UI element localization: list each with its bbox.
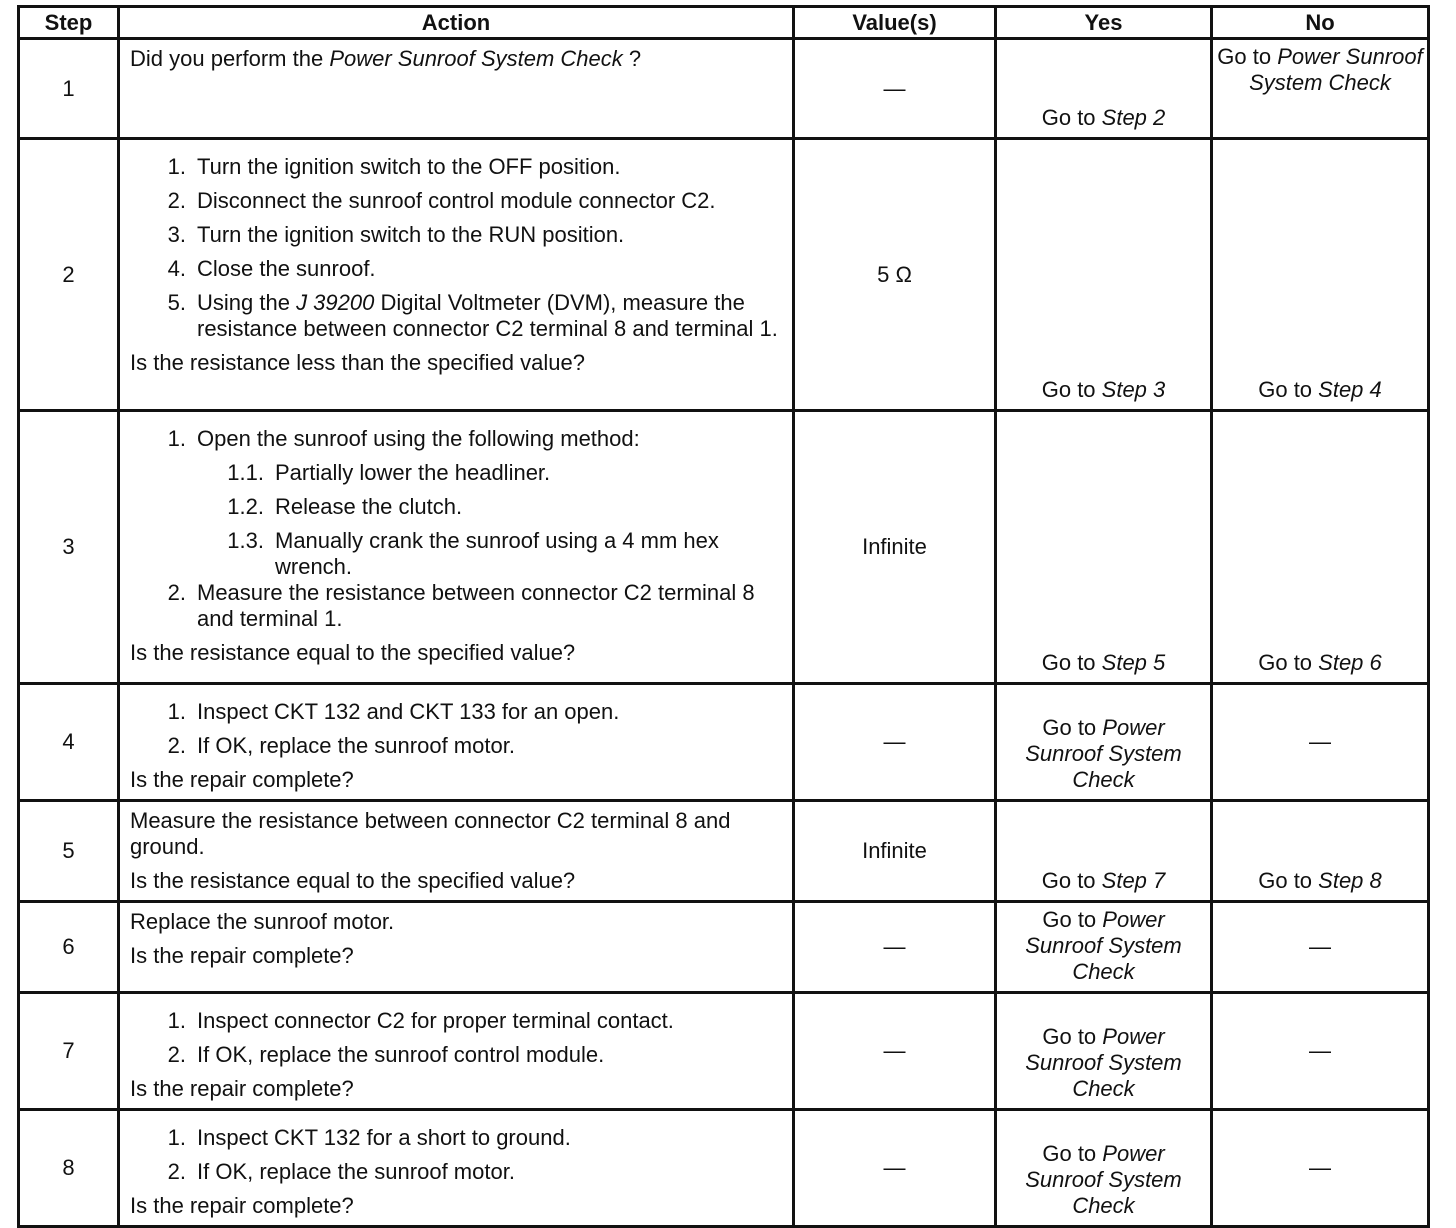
yes-reference: Power Sunroof System Check [1025, 907, 1182, 984]
yes-cell: Go to Power Sunroof System Check [996, 993, 1212, 1110]
question-text: Is the repair complete? [130, 943, 354, 968]
value-cell: Infinite [794, 801, 996, 902]
no-cell: Go to Step 4 [1212, 139, 1429, 411]
question-text: Is the resistance equal to the specified value? [130, 640, 576, 665]
value-cell: — [794, 1110, 996, 1227]
list-item: 2. If OK, replace the sunroof motor. [167, 733, 515, 758]
table-row-step-5 [19, 801, 1429, 902]
list-item: 2. Disconnect the sunroof control module connector C2. [167, 188, 716, 213]
step-number: 5 [19, 801, 119, 902]
list-item: 1. Inspect CKT 132 for a short to ground. [167, 1125, 571, 1150]
list-item: 1. Inspect CKT 132 and CKT 133 for an open. [167, 699, 620, 724]
yes-reference: Power Sunroof System Check [1025, 1024, 1182, 1101]
yes-reference: Step 7 [1101, 868, 1166, 893]
yes-cell: Go to Step 5 [996, 411, 1212, 684]
step-number: 3 [19, 411, 119, 684]
table-row-step-6 [19, 902, 1429, 993]
table-row-step-2 [19, 139, 1429, 411]
list-item: 5. Using the J 39200 Digital Voltmeter (DVM), measure the resistance between connector C2 terminal 8 and terminal 1. [167, 290, 778, 341]
no-cell: — [1212, 1110, 1429, 1227]
action-cell [119, 684, 794, 801]
no-reference: Step 4 [1318, 377, 1382, 402]
list-item: 4. Close the sunroof. [167, 256, 376, 281]
action-cell [119, 1110, 794, 1227]
header-yes: Yes [996, 7, 1212, 39]
header-step: Step [19, 7, 119, 39]
list-item: 1.1. Partially lower the headliner. [227, 460, 551, 485]
no-cell: Go to Step 8 [1212, 801, 1429, 902]
header-no: No [1212, 7, 1429, 39]
list-item: 1. Turn the ignition switch to the OFF position. [167, 154, 621, 179]
list-item: 1.2. Release the clutch. [227, 494, 463, 519]
numbered-steps [130, 154, 782, 342]
value-cell: Infinite [794, 411, 996, 684]
header-action: Action [119, 7, 794, 39]
yes-cell: Go to Power Sunroof System Check [996, 1110, 1212, 1227]
action-cell [119, 902, 794, 993]
list-item: 2. If OK, replace the sunroof control module. [167, 1042, 605, 1067]
yes-reference: Step 3 [1101, 377, 1166, 402]
yes-cell: Go to Step 3 [996, 139, 1212, 411]
sub-steps [130, 460, 782, 580]
header-values: Value(s) [794, 7, 996, 39]
tool-reference: J 39200 [296, 290, 375, 315]
action-cell [119, 139, 794, 411]
yes-cell: Go to Power Sunroof System Check [996, 902, 1212, 993]
value-cell: — [794, 684, 996, 801]
step-number: 1 [19, 39, 119, 139]
action-cell [119, 993, 794, 1110]
no-cell: — [1212, 902, 1429, 993]
step-number: 8 [19, 1110, 119, 1227]
value-cell: — [794, 902, 996, 993]
action-cell [119, 39, 794, 139]
no-cell: Go to Step 6 [1212, 411, 1429, 684]
numbered-steps [130, 699, 782, 759]
list-item: 2. Measure the resistance between connector C2 terminal 8 and terminal 1. [167, 580, 755, 631]
numbered-steps [130, 1008, 782, 1068]
table-row-step-4 [19, 684, 1429, 801]
action-text: Measure the resistance between connector C2 terminal 8 and ground. [130, 808, 731, 859]
question-text: Is the repair complete? [130, 1076, 354, 1101]
yes-cell: Go to Power Sunroof System Check [996, 684, 1212, 801]
yes-reference: Power Sunroof System Check [1025, 1141, 1182, 1218]
question-text: Is the repair complete? [130, 767, 354, 792]
question-text: Is the resistance less than the specified value? [130, 350, 585, 375]
no-reference: Power Sunroof System Check [1249, 44, 1423, 95]
yes-reference: Step 5 [1101, 650, 1166, 675]
list-item: 1.3. Manually crank the sunroof using a 4 mm hex wrench. [227, 528, 719, 579]
action-text: Replace the sunroof motor. [130, 909, 395, 934]
step-number: 4 [19, 684, 119, 801]
list-item: 1. Open the sunroof using the following method: [167, 426, 640, 451]
yes-reference: Power Sunroof System Check [1025, 715, 1182, 792]
list-item: 1. Inspect connector C2 for proper terminal contact. [167, 1008, 674, 1033]
action-cell [119, 801, 794, 902]
no-cell: Go to Power Sunroof System Check [1212, 39, 1429, 139]
header-row [19, 7, 1429, 39]
yes-cell: Go to Step 7 [996, 801, 1212, 902]
step-number: 2 [19, 139, 119, 411]
value-cell: 5 Ω [794, 139, 996, 411]
question-text: Is the repair complete? [130, 1193, 354, 1218]
table-row-step-8 [19, 1110, 1429, 1227]
question-text: Is the resistance equal to the specified value? [130, 868, 576, 893]
step-number: 7 [19, 993, 119, 1110]
list-item: 3. Turn the ignition switch to the RUN position. [167, 222, 625, 247]
no-reference: Step 6 [1318, 650, 1382, 675]
diagnostic-table [17, 5, 1430, 1228]
no-reference: Step 8 [1318, 868, 1382, 893]
no-cell: — [1212, 684, 1429, 801]
yes-cell: Go to Step 2 [996, 39, 1212, 139]
step-number: 6 [19, 902, 119, 993]
action-text: Did you perform the Power Sunroof System Check ? [130, 46, 642, 71]
yes-reference: Step 2 [1101, 105, 1166, 130]
value-cell: — [794, 993, 996, 1110]
list-item: 2. If OK, replace the sunroof motor. [167, 1159, 515, 1184]
action-cell [119, 411, 794, 684]
table-row-step-3 [19, 411, 1429, 684]
value-cell: — [794, 39, 996, 139]
table-row-step-1 [19, 39, 1429, 139]
numbered-steps [130, 1125, 782, 1185]
table-row-step-7 [19, 993, 1429, 1110]
procedure-reference: Power Sunroof System Check [329, 46, 623, 71]
numbered-steps [130, 426, 782, 632]
no-cell: — [1212, 993, 1429, 1110]
